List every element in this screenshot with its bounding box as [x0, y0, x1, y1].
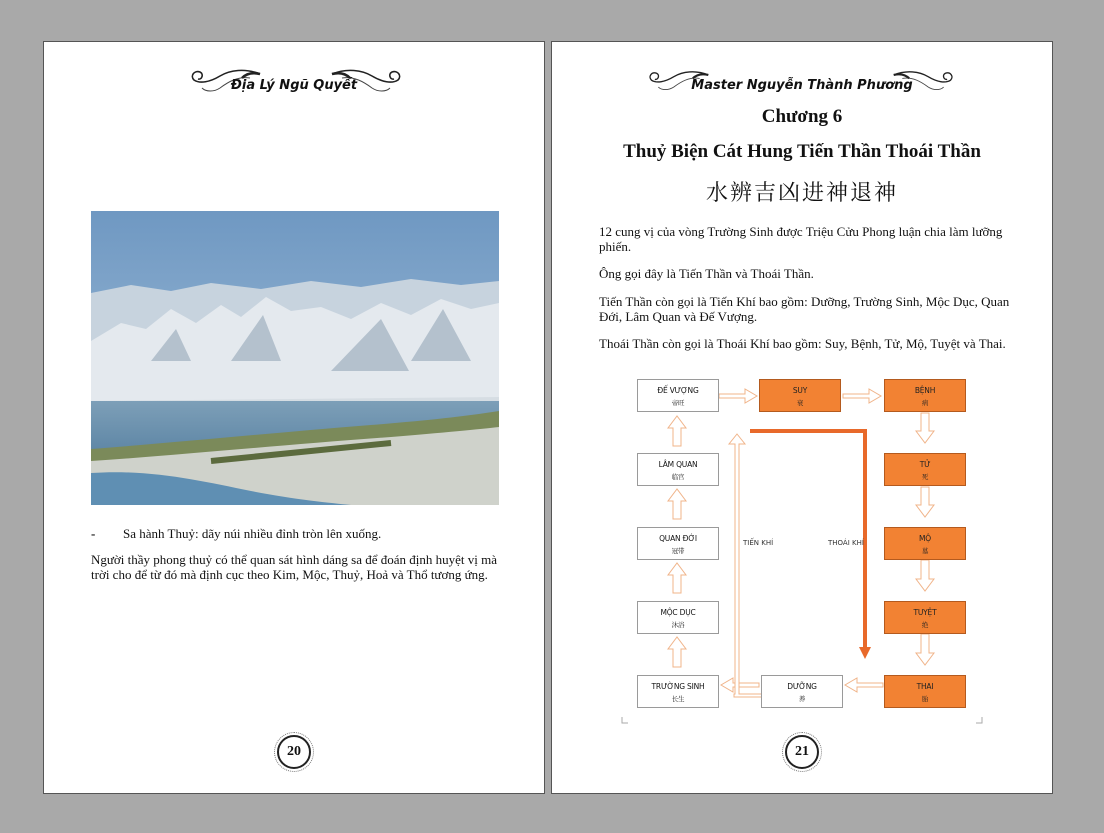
box-chinese: 墓: [921, 547, 929, 555]
box-label: LÂM QUAN: [658, 460, 698, 469]
box-chinese: 长生: [671, 695, 685, 703]
box-lam-quan: [637, 453, 719, 486]
box-de-vuong: [637, 379, 719, 412]
box-label: SUY: [792, 386, 808, 395]
bullet-marker: -: [91, 526, 96, 541]
box-moc-duc: [637, 601, 719, 634]
box-label: TUYỆT: [913, 608, 937, 617]
box-chinese: 养: [798, 695, 806, 703]
paragraph-4: Thoái Thần còn gọi là Thoái Khí bao gồm: Suy, Bệnh, Tử, Mộ, Tuyệt và Thai.: [599, 336, 1006, 351]
paragraph: Người thầy phong thuỷ có thể quan sát hình dáng sa để đoán định huyệt vị mà trời cho để từ đó mà định cục theo Kim, Mộc, Thuỷ, Hoả và Thổ tương ứng.: [91, 552, 498, 582]
box-chinese: 衰: [796, 399, 804, 407]
box-label: THAI: [916, 682, 934, 691]
box-label: QUAN ĐỚI: [659, 534, 697, 543]
page-header: [44, 64, 544, 104]
box-truong-sinh: [637, 675, 719, 708]
header-title: Master Nguyễn Thành Phương: [691, 78, 913, 93]
paragraph-2: Ông gọi đây là Tiến Thần và Thoái Thần.: [599, 266, 814, 281]
right-page: [551, 41, 1053, 794]
box-chinese: 胎: [921, 695, 929, 703]
paragraph-3: Tiến Thần còn gọi là Tiến Khí bao gồm: Dưỡng, Trường Sinh, Mộc Dục, Quan Đới, Lâm Quan và Đế Vượng.: [599, 294, 1010, 324]
page-header: [552, 64, 1052, 104]
page-number: 20: [277, 735, 311, 769]
box-chinese: 病: [921, 399, 929, 407]
box-label: MỘC DỤC: [660, 608, 696, 617]
chapter-title: Thuỷ Biện Cát Hung Tiến Thần Thoái Thần: [623, 141, 981, 162]
box-label: TỬ: [919, 460, 931, 469]
label-thoai-khi: THOÁI KHÍ: [828, 539, 864, 547]
bullet-item: [91, 526, 501, 541]
box-chinese: 绝: [921, 621, 929, 629]
box-label: ĐẾ VƯỢNG: [657, 386, 699, 395]
box-suy: [759, 379, 841, 412]
box-chinese: 帝旺: [671, 399, 685, 407]
page-number: 21: [785, 735, 819, 769]
box-label: TRƯỜNG SINH: [651, 682, 705, 691]
box-label: DƯỠNG: [787, 682, 817, 691]
label-tien-khi: TIẾN KHÍ: [743, 539, 774, 547]
box-label: MỘ: [919, 534, 931, 543]
box-chinese: 死: [921, 473, 929, 481]
bullet-text: Sa hành Thuỷ: dãy núi nhiều đỉnh tròn lên xuống.: [123, 526, 382, 541]
left-page: [43, 41, 545, 794]
box-chinese: 冠带: [671, 547, 685, 555]
box-chinese: 临官: [671, 473, 685, 481]
paragraph-1: 12 cung vị của vòng Trường Sinh được Triệu Cửu Phong luận chia làm lưỡng phiến.: [599, 224, 1003, 254]
box-quan-doi: [637, 527, 719, 560]
box-tu: [884, 453, 966, 486]
box-thai: [884, 675, 966, 708]
box-duong: [761, 675, 843, 708]
box-benh: [884, 379, 966, 412]
header-title: Địa Lý Ngũ Quyết: [230, 78, 358, 93]
truong-sinh-cycle-diagram: [620, 367, 990, 732]
chinese-title: 水辨吉凶进神退神: [705, 181, 898, 206]
box-tuyet: [884, 601, 966, 634]
box-mo: [884, 527, 966, 560]
box-chinese: 沐浴: [671, 621, 685, 629]
mountain-lake-photo: [91, 211, 499, 505]
chapter-number: Chương 6: [761, 106, 843, 127]
box-label: BỆNH: [914, 386, 936, 395]
